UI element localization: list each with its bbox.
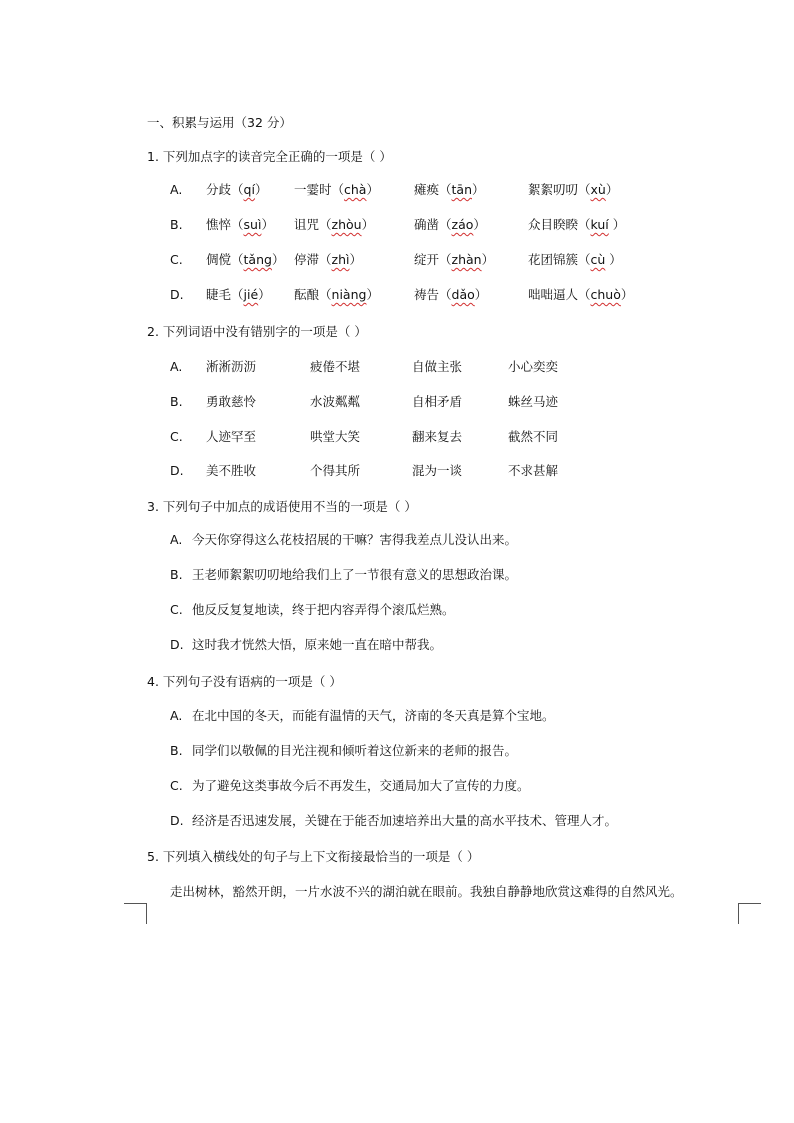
option-item [414, 252, 494, 268]
option-item [414, 287, 487, 303]
paren-close: ） [605, 182, 619, 197]
paren-close: ） [349, 252, 362, 267]
pinyin: chuò [590, 287, 621, 302]
pinyin: zhàn [451, 252, 482, 267]
option-label: D. [170, 813, 184, 828]
word: 憔悴（ [206, 217, 244, 232]
paren-close: ） [361, 217, 375, 232]
option-item [528, 217, 625, 233]
option-sentence: 他反反复复地读，终于把内容弄得个滚瓜烂熟。 [192, 602, 455, 617]
paren-close: ） [261, 217, 274, 232]
option-item [206, 182, 267, 198]
option-sentence: 在北中国的冬天，而能有温情的天气，济南的冬天真是算个宝地。 [192, 708, 555, 723]
option-word: 哄堂大笑 [310, 429, 361, 444]
paren-close: ） [366, 287, 379, 302]
option-label: B. [170, 743, 183, 758]
option-item [414, 217, 486, 233]
crop-mark-right [738, 903, 761, 924]
word: 睫毛（ [206, 287, 244, 302]
word: 祷告（ [414, 287, 452, 302]
pinyin: chà [344, 182, 367, 197]
word: 酝酿（ [294, 287, 332, 302]
word: 瘫痪（ [414, 182, 452, 197]
option-word: 水波粼粼 [310, 394, 361, 409]
option-label: C. [170, 602, 183, 617]
pinyin: tǎng [243, 252, 272, 267]
option-item [414, 182, 485, 198]
option-word: 自做主张 [412, 359, 463, 374]
pinyin: suì [243, 217, 262, 232]
option-label: A. [170, 708, 183, 723]
paren-close: ） [473, 217, 486, 232]
option-label: B. [170, 217, 183, 232]
option-word: 蛛丝马迹 [508, 394, 559, 409]
option-sentence: 经济是否迅速发展，关键在于能否加速培养出大量的高水平技术、管理人才。 [192, 813, 618, 828]
crop-mark-left [124, 903, 147, 924]
word: 确凿（ [414, 217, 452, 232]
word: 咄咄逼人（ [528, 287, 591, 302]
pinyin: qí [243, 182, 255, 197]
option-label: D. [170, 637, 184, 652]
option-sentence: 为了避免这类事故今后不再发生，交通局加大了宣传的力度。 [192, 778, 530, 793]
pinyin: kuí [590, 217, 609, 232]
option-label: C. [170, 778, 183, 793]
option-sentence: 王老师絮絮叨叨地给我们上了一节很有意义的思想政治课。 [192, 567, 518, 582]
question-5-stem: 5. 下列填入横线处的句子与上下文衔接最恰当的一项是（ ） [147, 849, 480, 864]
pinyin: dǎo [451, 287, 475, 302]
option-item [206, 252, 284, 268]
paren-close: ） [474, 287, 488, 302]
word: 倜傥（ [206, 252, 244, 267]
word: 诅咒（ [294, 217, 332, 232]
option-item [294, 182, 379, 198]
option-word: 小心奕奕 [508, 359, 559, 374]
word: 分歧（ [206, 182, 244, 197]
word: 花团锦簇（ [528, 252, 591, 267]
option-label: A. [170, 532, 183, 547]
option-word: 截然不同 [508, 429, 559, 444]
option-word: 勇敢慈怜 [206, 394, 257, 409]
option-word: 淅淅沥沥 [206, 359, 257, 374]
option-word: 不求甚解 [508, 463, 559, 478]
paren-close: ） [254, 182, 268, 197]
pinyin: zhì [331, 252, 350, 267]
pinyin: záo [451, 217, 474, 232]
option-word: 疲倦不堪 [310, 359, 361, 374]
question-1-stem: 1. 下列加点字的读音完全正确的一项是（ ） [147, 149, 392, 164]
word: 众目睽睽（ [528, 217, 591, 232]
paren-close: ） [605, 252, 622, 267]
section-title: 一、积累与运用（32 分） [147, 115, 292, 130]
question-2-stem: 2. 下列词语中没有错别字的一项是（ ） [147, 324, 367, 339]
option-item [206, 217, 274, 233]
option-item [528, 287, 633, 303]
option-item [206, 287, 271, 303]
option-word: 美不胜收 [206, 463, 257, 478]
paren-close: ） [620, 287, 634, 302]
pinyin: zhòu [331, 217, 362, 232]
option-item [528, 182, 618, 198]
option-label: C. [170, 429, 183, 444]
option-item [294, 287, 379, 303]
pinyin: tān [451, 182, 472, 197]
option-label: B. [170, 567, 183, 582]
paren-close: ） [481, 252, 495, 267]
word: 絮絮叨叨（ [528, 182, 591, 197]
question-4-stem: 4. 下列句子没有语病的一项是（ ） [147, 674, 342, 689]
option-word: 个得其所 [310, 463, 361, 478]
option-label: A. [170, 359, 183, 374]
question-3-stem: 3. 下列句子中加点的成语使用不当的一项是（ ） [147, 499, 417, 514]
question-5-passage: 走出树林，豁然开朗，一片水波不兴的湖泊就在眼前。我独自静静地欣赏这难得的自然风光。 [170, 884, 683, 899]
pinyin: cù [590, 252, 606, 267]
pinyin: xù [590, 182, 606, 197]
option-label: C. [170, 252, 183, 267]
option-label: A. [170, 182, 183, 197]
option-item [294, 252, 362, 268]
option-label: D. [170, 463, 184, 478]
pinyin: jié [243, 287, 259, 302]
option-sentence: 这时我才恍然大悟，原来她一直在暗中帮我。 [192, 637, 443, 652]
pinyin: niàng [331, 287, 367, 302]
option-item [528, 252, 622, 268]
word: 停滞（ [294, 252, 332, 267]
option-item [294, 217, 374, 233]
option-word: 混为一谈 [412, 463, 463, 478]
option-word: 翻来复去 [412, 429, 463, 444]
option-label: B. [170, 394, 183, 409]
option-word: 人迹罕至 [206, 429, 257, 444]
paren-close: ） [608, 217, 626, 232]
option-word: 自相矛盾 [412, 394, 463, 409]
paren-close: ） [472, 182, 485, 197]
paren-close: ） [366, 182, 379, 197]
option-sentence: 同学们以敬佩的目光注视和倾听着这位新来的老师的报告。 [192, 743, 518, 758]
option-label: D. [170, 287, 184, 302]
word: 一霎时（ [294, 182, 345, 197]
word: 绽开（ [414, 252, 452, 267]
option-sentence: 今天你穿得这么花枝招展的干嘛？害得我差点儿没认出来。 [192, 532, 518, 547]
paren-close: ） [258, 287, 271, 302]
paren-close: ） [271, 252, 285, 267]
